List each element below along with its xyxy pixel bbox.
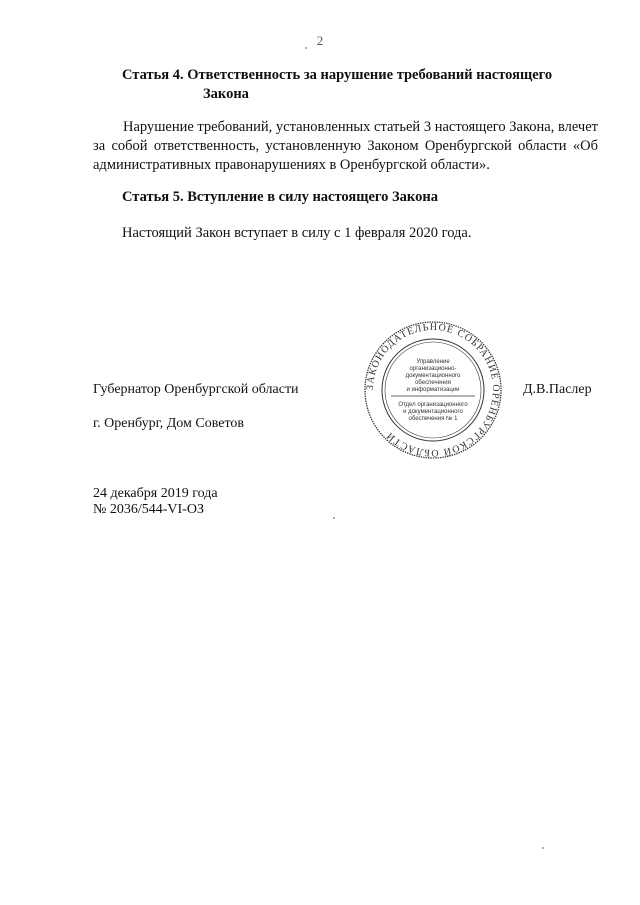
article-4-title-line1: Статья 4. Ответственность за нарушение требований настоящего (122, 67, 553, 83)
article-5-body: Настоящий Закон вступает в силу с 1 февраля 2020 года. (122, 225, 472, 241)
seal-inner-bottom-1: и документационного (403, 409, 463, 415)
seal-inner-text (391, 359, 475, 422)
signatory-title: Губернатор Оренбургской области (93, 382, 299, 397)
article-4-body: Нарушение требований, установленных статьей 3 настоящего Закона, влечет за собой ответственность, установленную Законом Оренбургской области «Об административных правонарушениях в Оренбургской области». (93, 119, 598, 173)
law-number: № 2036/544-VI-ОЗ (93, 502, 204, 517)
seal-inner-bottom-2: обеспечения № 1 (408, 416, 458, 422)
signatory-name: Д.В.Паслер (523, 382, 592, 397)
scan-speck (333, 517, 335, 519)
seal-inner-top-1: организационно- (409, 366, 457, 372)
scan-speck (542, 847, 544, 849)
seal-inner-top-2: документационного (405, 373, 461, 379)
seal-inner-bottom-0: Отдел организационного (398, 402, 468, 408)
seal-inner-top-4: и информатизации (406, 387, 460, 393)
article-5-title: Статья 5. Вступление в силу настоящего Закона (122, 189, 438, 205)
official-seal (363, 320, 503, 460)
page-number: 2 (316, 33, 324, 48)
article-4-title (122, 66, 597, 104)
seal-inner-top-3: обеспечения (415, 380, 451, 386)
signing-date: 24 декабря 2019 года (93, 486, 218, 501)
scan-speck (305, 47, 307, 49)
seal-outer-textpath: ЗАКОНОДАТЕЛЬНОЕ СОБРАНИЕ ОРЕНБУРГСКОЙ ОБЛАСТИ (364, 321, 502, 459)
signing-place: г. Оренбург, Дом Советов (93, 416, 244, 431)
seal-inner-top-0: Управление (416, 359, 450, 365)
article-4-title-line2: Закона (203, 86, 249, 102)
